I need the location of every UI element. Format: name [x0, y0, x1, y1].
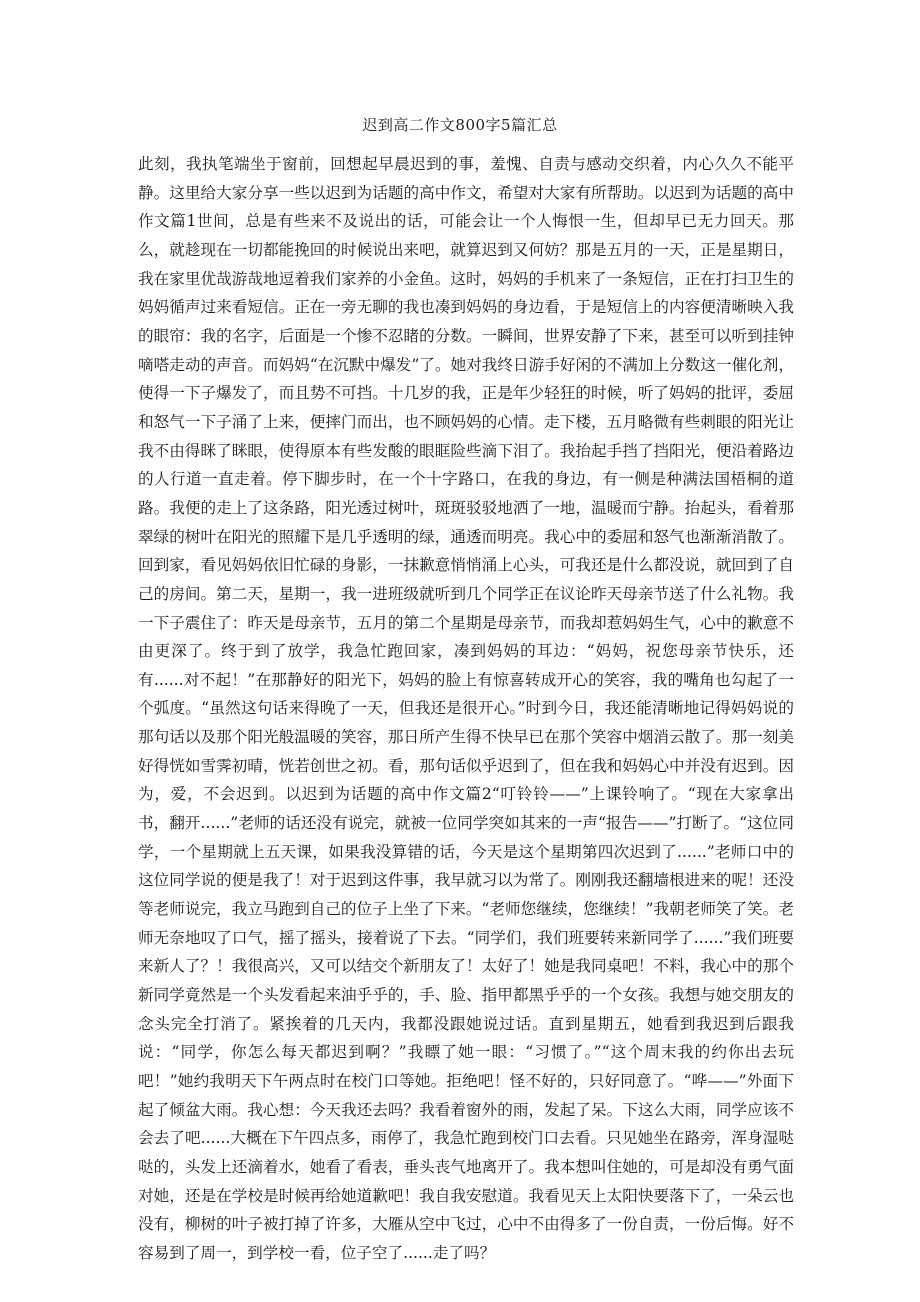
document-body-text: 此刻，我执笔端坐于窗前，回想起早晨迟到的事，羞愧、自责与感动交织着，内心久久不能平静。这里给大家分享一些以迟到为话题的高中作文，希望对大家有所帮助。以迟到为话题的高中作文篇1世间，总是有些来不及说出的话，可能会让一个人悔恨一生，但却早已无力回天。那么，就趁现在一切都能挽回的时候说出来吧，就算迟到又何妨？那是五月的一天，正是星期日，我在家里优哉游哉地逗着我们家养的小金鱼。这时，妈妈的手机来了一条短信，正在打扫卫生的妈妈循声过来看短信。正在一旁无聊的我也凑到妈妈的身边看，于是短信上的内容便清晰映入我的眼帘：我的名字，后面是一个惨不忍睹的分数。一瞬间，世界安静了下来，甚至可以听到挂钟嘀嗒走动的声音。而妈妈“在沉默中爆发”了。她对我终日游手好闲的不满加上分数这一催化剂，使得一下子爆发了，而且势不可挡。十几岁的我，正是年少轻狂的时候，听了妈妈的批评，委屈和怒气一下子涌了上来，便摔门而出，也不顾妈妈的心情。走下楼，五月略微有些刺眼的阳光让我不由得眯了眯眼，使得原本有些发酸的眼眶险些滴下泪了。我抬起手挡了挡阳光，便沿着路边的人行道一直走着。停下脚步时，在一个十字路口，在我的身边，有一侧是种满法国梧桐的道路。我便的走上了这条路，阳光透过树叶，斑斑驳驳地洒了一地，温暖而宁静。抬起头，看着那翠绿的树叶在阳光的照耀下是几乎透明的绿，通透而明亮。我心中的委屈和怒气也渐渐消散了。回到家，看见妈妈依旧忙碌的身影，一抹歉意悄悄涌上心头，可我还是什么都没说，就回到了自己的房间。第二天，星期一，我一进班级就听到几个同学正在议论昨天母亲节送了什么礼物。我一下子震住了：昨天是母亲节，五月的第二个星期是母亲节，而我却惹妈妈生气，心中的歉意不由更深了。终于到了放学，我急忙跑回家，凑到妈妈的耳边：“妈妈，祝您母亲节快乐，还有......对不起！”在那静好的阳光下，妈妈的脸上有惊喜转成开心的笑容，我的嘴角也勾起了一个弧度。“虽然这句话来得晚了一天，但我还是很开心。”时到今日，我还能清晰地记得妈妈说的那句话以及那个阳光般温暖的笑容，那日所产生得不快早已在那个笑容中烟消云散了。那一刻美好得恍如雪霁初晴，恍若创世之初。看，那句话似乎迟到了，但在我和妈妈心中并没有迟到。因为，爱，不会迟到。以迟到为话题的高中作文篇2“叮铃铃——”上课铃响了。“现在大家拿出书，翻开......”老师的话还没有说完，就被一位同学突如其来的一声“报告——”打断了。“这位同学，一个星期就上五天课，如果我没算错的话，今天是这个星期第四次迟到了......”老师口中的这位同学说的便是我了！对于迟到这件事，我早就习以为常了。刚刚我还翻墙根进来的呢！还没等老师说完，我立马跑到自己的位子上坐了下来。“老师您继续，您继续！”我朝老师笑了笑。老师无奈地叹了口气，摇了摇头，接着说了下去。“同学们，我们班要转来新同学了......”我们班要来新人了？！我很高兴，又可以结交个新朋友了！太好了！她是我同桌吧！不料，我心中的那个新同学竟然是一个头发看起来油乎乎的，手、脸、指甲都黑乎乎的一个女孩。我想与她交朋友的念头完全打消了。紧挨着的几天内，我都没跟她说过话。直到星期五，她看到我迟到后跟我说：“同学，你怎么每天都迟到啊？”我瞟了她一眼：“习惯了。”“这个周末我的约你出去玩吧！”她约我明天下午两点时在校门口等她。拒绝吧！怪不好的，只好同意了。“哗——”外面下起了倾盆大雨。我心想：今天我还去吗？我看着窗外的雨，发起了呆。下这么大雨，同学应该不会去了吧......大概在下午四点多，雨停了，我急忙跑到校门口去看。只见她坐在路旁，浑身湿哒哒的，头发上还滴着水，她看了看表，垂头丧气地离开了。我本想叫住她的，可是却没有勇气面对她，还是在学校是时候再给她道歉吧！我自我安慰道。我看见天上太阳快要落下了，一朵云也没有，柳树的叶子被打掉了许多，大雁从空中飞过，心中不由得多了一份自责，一份后悔。好不容易到了周一，到学校一看，位子空了......走了吗？	[138, 155, 794, 1262]
document-title: 迟到高二作文800字5篇汇总	[362, 116, 558, 134]
